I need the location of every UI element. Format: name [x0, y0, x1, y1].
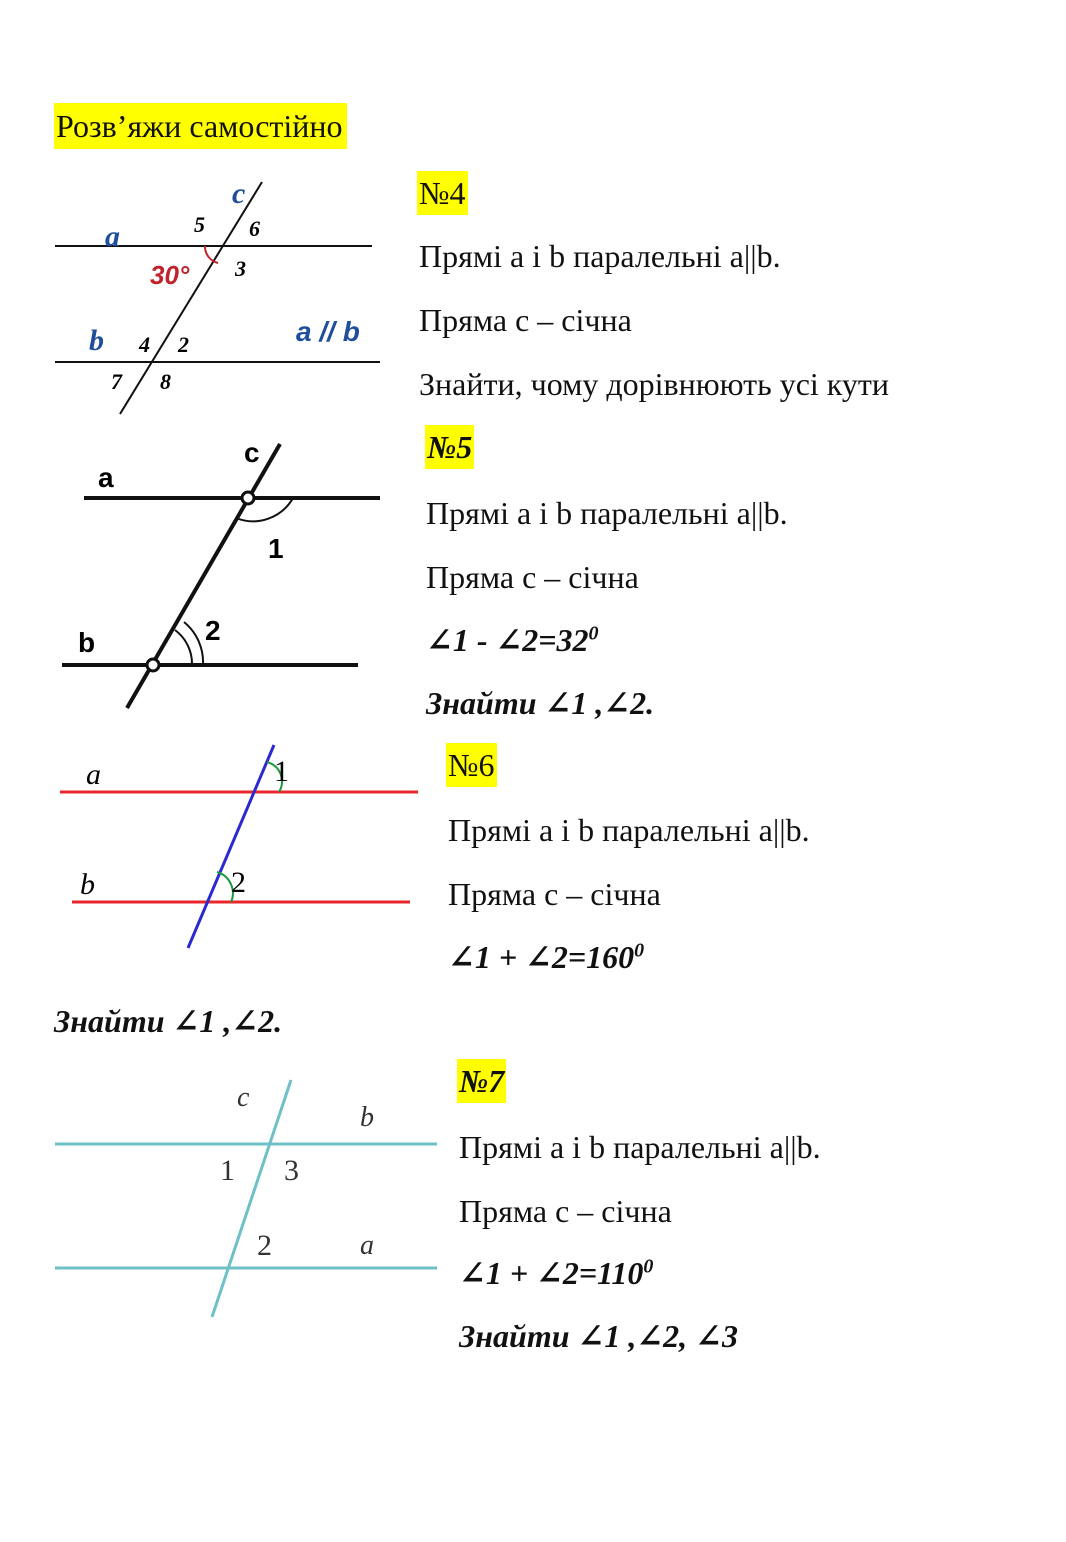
problem-4-line-3: Знайти, чому дорівнюють усі кути — [419, 366, 889, 402]
fig4-label-parallel: a // b — [296, 316, 360, 347]
fig7-label-b: b — [360, 1102, 374, 1133]
fig6-num-1: 1 — [274, 755, 289, 788]
fig4-num-8: 8 — [160, 369, 171, 394]
fig5-label-c: c — [244, 437, 260, 468]
problem-4-line-2: Пряма c – січна — [419, 302, 632, 338]
fig4-num-2: 2 — [178, 332, 189, 357]
problem-7-number: №7 — [457, 1059, 506, 1103]
problem-6-number: №6 — [446, 743, 497, 787]
problem-7-condition: ∠1 + $\angle 2=110^0$ — [459, 1255, 654, 1291]
problem-6-find: Знайти ∠1 ,∠2. — [54, 1003, 283, 1039]
fig6-label-a: a — [86, 758, 101, 791]
page-title: Розв’яжи самостійно — [54, 103, 347, 149]
problem-4-line-1: Прямі a і b паралельні a||b. — [419, 238, 781, 274]
fig4-num-3: 3 — [235, 256, 246, 281]
fig6-label-b: b — [80, 868, 95, 901]
fig4-label-a: a — [105, 220, 120, 253]
fig4-num-6: 6 — [249, 216, 260, 241]
fig7-num-1: 1 — [220, 1154, 235, 1187]
problem-6-condition: ∠1 + $\angle 2=160^0$ — [448, 939, 645, 975]
fig5-label-a: a — [98, 462, 114, 493]
fig5-label-b: b — [78, 627, 96, 658]
fig5-num-2: 2 — [205, 615, 221, 646]
fig6-num-2: 2 — [231, 866, 246, 899]
problem-5-line-1: Прямі a і b паралельні a||b. — [426, 495, 788, 531]
fig4-num-7: 7 — [111, 369, 122, 394]
fig4-num-5: 5 — [194, 212, 205, 237]
problem-5-line-2: Пряма c – січна — [426, 559, 639, 595]
problem-4-number: №4 — [417, 171, 468, 215]
fig4-label-b: b — [89, 324, 104, 357]
fig7-num-3: 3 — [284, 1154, 299, 1187]
problem-6-line-2: Пряма c – січна — [448, 876, 661, 912]
fig7-line-c — [212, 1080, 291, 1317]
fig5-num-1: 1 — [268, 533, 284, 564]
problem-7-line-2: Пряма c – січна — [459, 1193, 672, 1229]
fig4-label-30: 30° — [150, 260, 190, 290]
problem-5-number: №5 — [425, 425, 474, 469]
problem-6-line-1: Прямі a і b паралельні a||b. — [448, 812, 810, 848]
fig4-label-c: c — [232, 177, 246, 210]
fig7-label-a: a — [360, 1230, 374, 1261]
fig7-label-c: c — [237, 1082, 250, 1113]
problem-5-find: Знайти ∠1 ,∠2. — [426, 685, 655, 721]
problem-5-condition: ∠1 - $\angle 2=32^0$ — [426, 622, 599, 658]
fig4-num-4: 4 — [139, 332, 150, 357]
problem-7-find: Знайти ∠1 ,∠2, ∠3 — [459, 1318, 738, 1354]
fig7-num-2: 2 — [257, 1229, 272, 1262]
problem-7-line-1: Прямі a і b паралельні a||b. — [459, 1129, 821, 1165]
